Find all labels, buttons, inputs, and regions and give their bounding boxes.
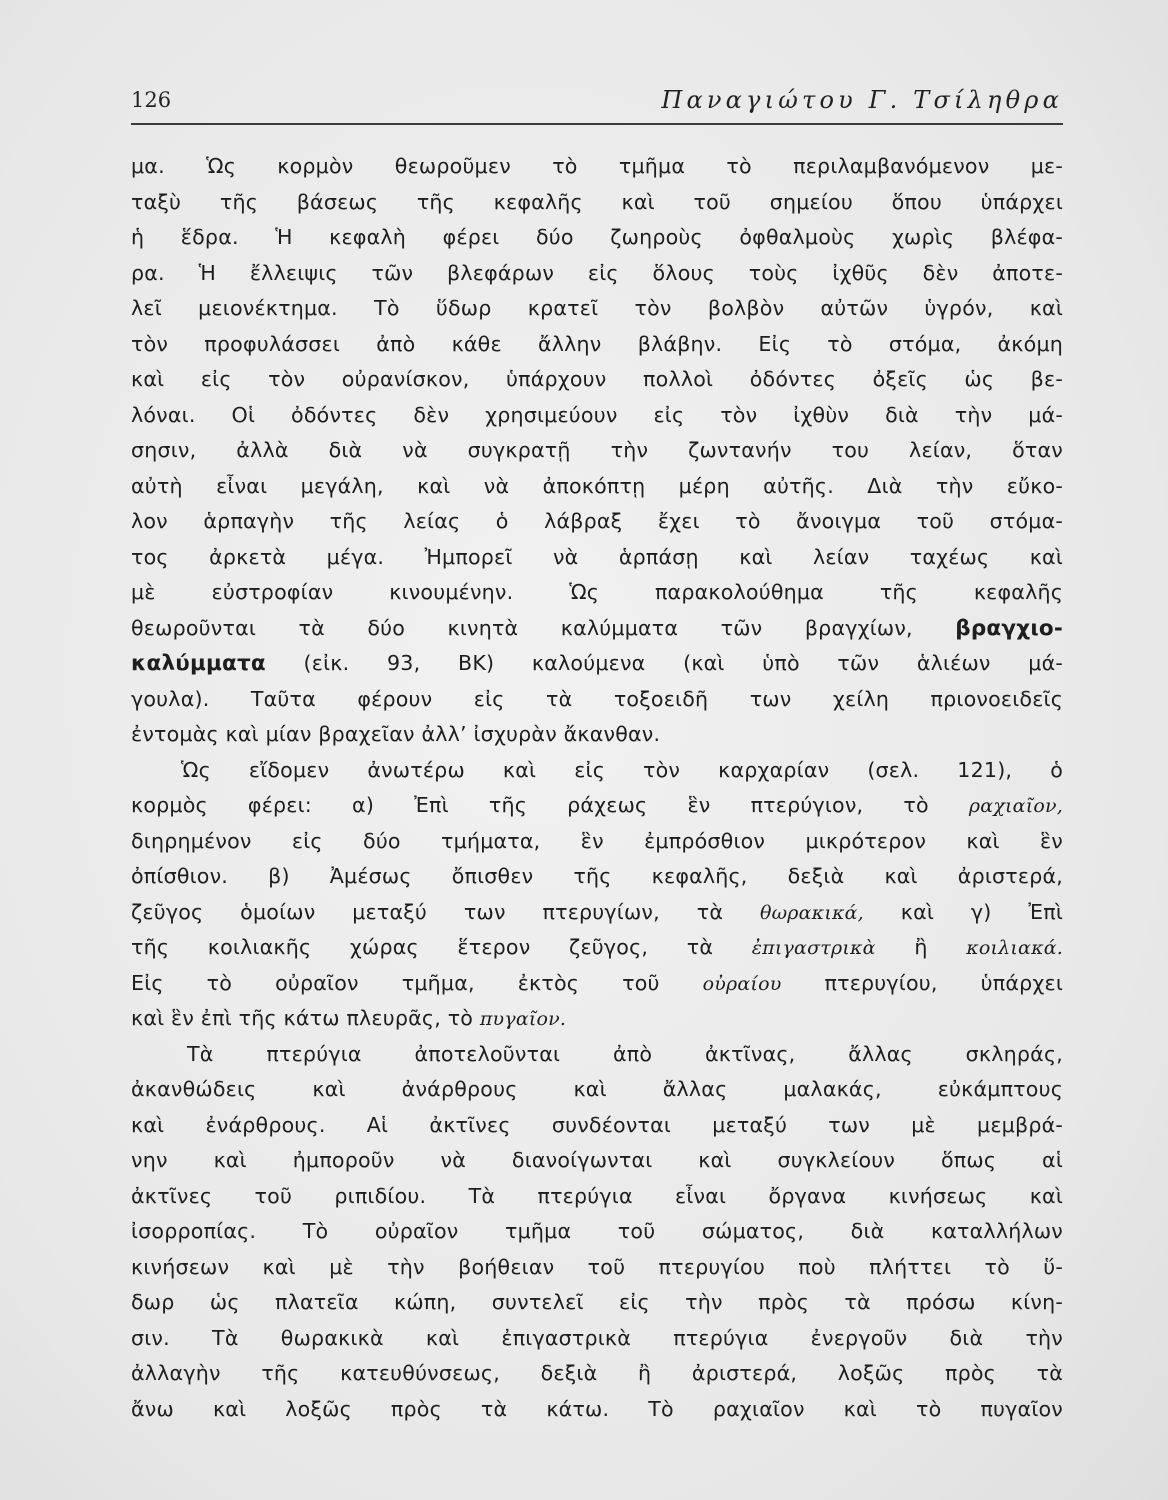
text-line: σιν. Τὰ θωρακικὰ καὶ ἐπιγαστρικὰ πτερύγια ἐνεργοῦν διὰ τὴν (131, 1325, 1063, 1350)
text-line: ἰσορροπίας. Τὸ οὐραῖον τμῆμα τοῦ σώματος, διὰ καταλλήλων (131, 1219, 1063, 1243)
italic-term: οὐραίου (702, 972, 782, 995)
bold-term: καλύμματα (131, 651, 266, 676)
running-head: Παναγιώτου Γ. Τσίληθρα (661, 86, 1063, 114)
text-line: καὶ ἓν ἐπὶ τῆς κάτω πλευρᾶς, τὸ πυγαῖον. (131, 1006, 567, 1030)
text-line: αὐτὴ εἶναι μεγάλη, καὶ νὰ ἀποκόπτῃ μέρη αὐτῆς. Διὰ τὴν εὔκο- (131, 473, 1063, 498)
text-line: δωρ ὡς πλατεῖα κώπη, συντελεῖ εἰς τὴν πρὸς τὰ πρόσω κίνη- (131, 1290, 1063, 1314)
text-line: ἡ ἕδρα. Ἡ κεφαλὴ φέρει δύο ζωηροὺς ὀφθαλμοὺς χωρὶς βλέφα- (131, 225, 1063, 249)
italic-term: πυγαῖον. (479, 1008, 567, 1030)
text-line: γουλα). Ταῦτα φέρουν εἰς τὰ τοξοειδῆ των χείλη πριονοειδεῖς (131, 686, 1063, 711)
text-line: ζεῦγος ὁμοίων μεταξύ των πτερυγίων, τὰ θωρακικά, καὶ γ) Ἐπὶ (131, 899, 1063, 924)
text-line: ἀλλαγὴν τῆς κατευθύνσεως, δεξιὰ ἢ ἀριστερά, λοξῶς πρὸς τὰ (131, 1361, 1063, 1385)
text-line: καλύμματα (εἰκ. 93, ΒΚ) καλούμενα (καὶ ὑπὸ τῶν ἁλιέων μά- (131, 651, 1063, 676)
text-line: διηρημένον εἰς δύο τμήματα, ἓν ἐμπρόσθιον μικρότερον καὶ ἓν (131, 828, 1063, 853)
text-line: τῆς κοιλιακῆς χώρας ἕτερον ζεῦγος, τὰ ἐπιγαστρικὰ ἢ κοιλιακά. (131, 935, 1064, 959)
text-line: κινήσεων καὶ μὲ τὴν βοήθειαν τοῦ πτερυγίου ποὺ πλήττει τὸ ὕ- (131, 1254, 1063, 1279)
italic-term: κοιλιακά. (966, 937, 1064, 959)
text-line: καὶ ἐνάρθρους. Αἱ ἀκτῖνες συνδέονται μεταξύ των μὲ μεμβρά- (131, 1112, 1063, 1137)
text-line: νην καὶ ἠμποροῦν νὰ διανοίγωνται καὶ συγκλείουν ὅπως αἱ (131, 1148, 1063, 1172)
italic-term: ραχιαῖον, (968, 795, 1063, 817)
text-line: ρα. Ἡ ἔλλειψις τῶν βλεφάρων εἰς ὅλους τοὺς ἰχθῦς δὲν ἀποτε- (131, 260, 1063, 285)
bold-term: βραγχιο- (955, 615, 1063, 641)
page-header (131, 84, 1063, 124)
text-line: Τὰ πτερύγια ἀποτελοῦνται ἀπὸ ἀκτῖνας, ἄλλας σκληράς, (187, 1041, 1063, 1066)
text-line: Εἰς τὸ οὐραῖον τμῆμα, ἐκτὸς τοῦ οὐραίου πτερυγίου, ὑπάρχει (131, 970, 1064, 995)
text-line: ἄνω καὶ λοξῶς πρὸς τὰ κάτω. Τὸ ραχιαῖον καὶ τὸ πυγαῖον (131, 1396, 1063, 1421)
page-number: 126 (131, 88, 172, 112)
text-line: ταξὺ τῆς βάσεως τῆς κεφαλῆς καὶ τοῦ σημείου ὅπου ὑπάρχει (131, 189, 1063, 214)
header-rule (131, 123, 1063, 125)
italic-term: ἐπιγαστρικὰ (751, 937, 876, 959)
text-line: καὶ εἰς τὸν οὐρανίσκον, ὑπάρχουν πολλοὶ ὀδόντες ὀξεῖς ὡς βε- (131, 367, 1063, 391)
text-line: ἐντομὰς καὶ μίαν βραχεῖαν ἀλλ’ ἰσχυρὰν ἄκανθαν. (131, 722, 661, 746)
text-line: λόναι. Οἱ ὀδόντες δὲν χρησιμεύουν εἰς τὸν ἰχθὺν διὰ τὴν μά- (131, 402, 1063, 427)
text-line: κορμὸς φέρει: α) Ἐπὶ τῆς ράχεως ἓν πτερύγιον, τὸ ραχιαῖον, (131, 793, 1063, 817)
body-text (131, 149, 1063, 1427)
italic-term: θωρακικά, (759, 901, 864, 924)
text-line: λεῖ μειονέκτημα. Τὸ ὕδωρ κρατεῖ τὸν βολβὸν αὐτῶν ὑγρόν, καὶ (131, 296, 1063, 320)
text-line: μὲ εὐστροφίαν κινουμένην. Ὡς παρακολούθημα τῆς κεφαλῆς (131, 580, 1063, 604)
text-line: θεωροῦνται τὰ δύο κινητὰ καλύμματα τῶν βραγχίων, βραγχιο- (131, 615, 1063, 641)
text-line: ἀκανθώδεις καὶ ἀνάρθρους καὶ ἄλλας μαλακάς, εὐκάμπτους (131, 1077, 1063, 1101)
text-line: λον ἁρπαγὴν τῆς λείας ὁ λάβραξ ἔχει τὸ ἄνοιγμα τοῦ στόμα- (131, 509, 1063, 533)
text-line: σησιν, ἀλλὰ διὰ νὰ συγκρατῇ τὴν ζωντανήν του λείαν, ὅταν (131, 438, 1063, 462)
text-line: ἀκτῖνες τοῦ ριπιδίου. Τὰ πτερύγια εἶναι ὄργανα κινήσεως καὶ (131, 1183, 1063, 1208)
text-line: τὸν προφυλάσσει ἀπὸ κάθε ἄλλην βλάβην. Εἰς τὸ στόμα, ἀκόμη (131, 331, 1063, 356)
text-line: Ὡς εἴδομεν ἀνωτέρω καὶ εἰς τὸν καρχαρίαν (σελ. 121), ὁ (181, 757, 1063, 782)
text-line: ὀπίσθιον. β) Ἀμέσως ὄπισθεν τῆς κεφαλῆς, δεξιὰ καὶ ἀριστερά, (131, 864, 1063, 888)
text-line: μα. Ὡς κορμὸν θεωροῦμεν τὸ τμῆμα τὸ περιλαμβανόμενον με- (131, 154, 1063, 178)
text-line: τος ἀρκετὰ μέγα. Ἠμπορεῖ νὰ ἁρπάσῃ καὶ λείαν ταχέως καὶ (131, 544, 1063, 569)
